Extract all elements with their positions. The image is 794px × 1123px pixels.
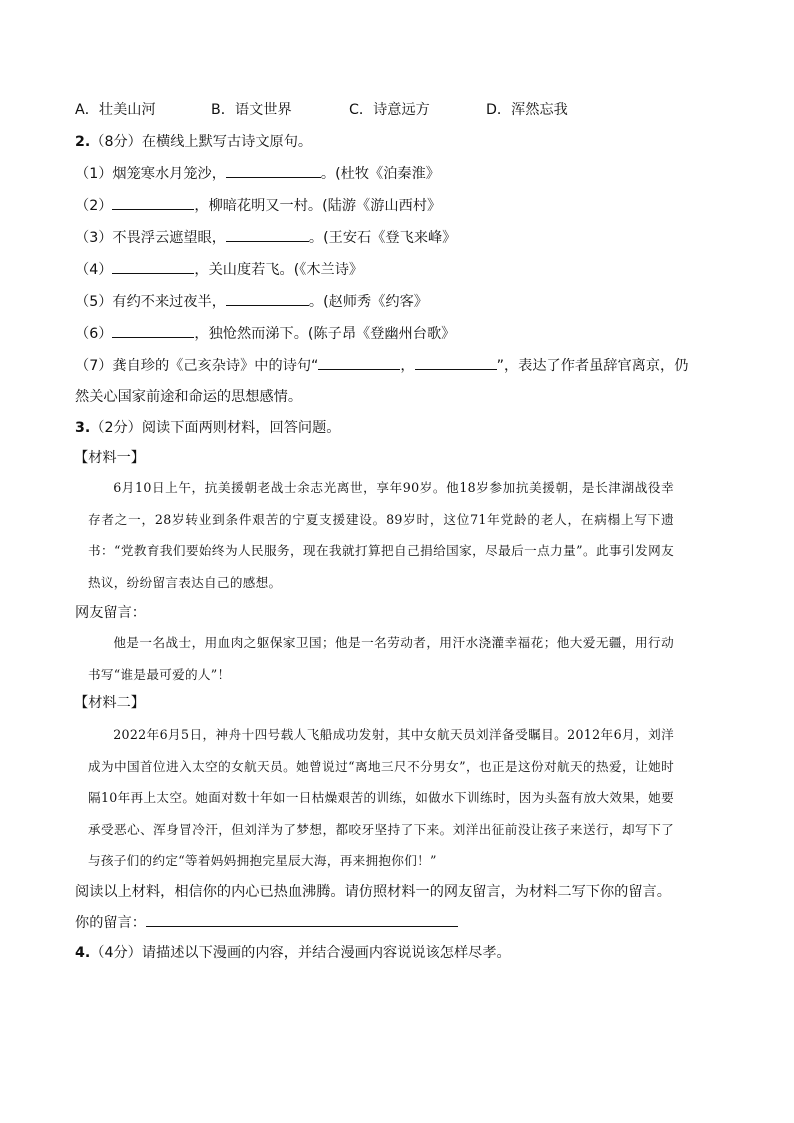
poem-item-6 [75, 324, 455, 344]
material-2-title: 【材料二】 [74, 695, 145, 711]
poem-item-6-suffix: ，独怆然而涕下。(陈子昂《登幽州台歌》 [194, 326, 456, 342]
answer-label: 你的留言： [75, 915, 146, 931]
poem-item-2-prefix: （2） [75, 198, 113, 214]
poem-item-1 [75, 164, 440, 184]
poem-item-2 [75, 196, 441, 216]
poem-item-3 [75, 228, 456, 248]
question-3-number: 3. [75, 420, 91, 436]
poem-item-7-suffix: ”，表达了作者虽辞官离京，仍 [496, 358, 689, 374]
poem-item-3-prefix: （3）不畏浮云遮望眼， [75, 230, 226, 246]
poem-item-5 [75, 292, 428, 312]
answer-blank-7b[interactable] [415, 356, 497, 370]
answer-blank-1[interactable] [226, 164, 321, 178]
material-1-title: 【材料一】 [74, 450, 145, 466]
question-3-heading [75, 418, 340, 438]
poem-item-2-suffix: ，柳暗花明又一村。(陆游《游山西村》 [194, 198, 442, 214]
question-3-task: 阅读以上材料，相信你的内心已热血沸腾。请仿照材料一的网友留言，为材料二写下你的留言。 [75, 884, 671, 900]
answer-blank-5[interactable] [226, 292, 309, 306]
material-1-body: 6月10日上午，抗美援朝老战士余志光离世，享年90岁。他18岁参加抗美援朝，是长津湖战役幸存者之一，28岁转业到条件艰苦的宁夏支援建设。89岁时，这位71年党龄的老人，在病榻上写下遗书：“党教育我们要始终为人民服务，现在我就打算把自己捐给国家，尽最后一点力量”。此事引发网友热议，纷纷留言表达自己的感想。 [88, 480, 674, 590]
comment-text [88, 627, 674, 690]
answer-blank-4[interactable] [112, 260, 194, 274]
comment-body: 他是一名战士，用血肉之躯保家卫国；他是一名劳动者，用汗水浇灌幸福花；他大爱无疆，用行动书写“谁是最可爱的人”！ [88, 635, 674, 682]
poem-item-7-continued: 然关心国家前途和命运的思想感情。 [75, 389, 303, 405]
question-2-text: （8分）在横线上默写古诗文原句。 [90, 134, 313, 150]
option-d: D．浑然忘我 [486, 102, 568, 118]
poem-item-6-prefix: （6） [75, 326, 113, 342]
material-2-body: 2022年6月5日，神舟十四号载人飞船成功发射，其中女航天员刘洋备受瞩目。2012年6月，刘洋成为中国首位进入太空的女航天员。她曾说过“离地三尺不分男女”，也正是这份对航天的热爱，让她时隔10年再上太空。她面对数十年如一日枯燥艰苦的训练，如做水下训练时，因为头盔有放大效果，她要承受恶心、浑身冒冷汗，但刘洋为了梦想，都咬牙坚持了下来。刘洋出征前没让孩子来送行，却写下了与孩子们的约定“等着妈妈拥抱完星辰大海，再来拥抱你们！” [88, 727, 674, 868]
question-4-number: 4. [75, 945, 91, 961]
answer-blank-6[interactable] [112, 324, 194, 338]
poem-item-7-prefix: （7）龚自珍的《己亥杂诗》中的诗句“ [75, 358, 319, 374]
question-3-text: （2分）阅读下面两则材料，回答问题。 [90, 420, 341, 436]
option-a: A．壮美山河 [75, 102, 156, 118]
question-4-text: （4分）请描述以下漫画的内容，并结合漫画内容说说该怎样尽孝。 [90, 945, 511, 961]
answer-row [75, 913, 458, 933]
answer-blank-3[interactable] [226, 228, 309, 242]
question-2-number: 2. [75, 134, 91, 150]
poem-item-4 [75, 260, 363, 280]
question-2-heading [75, 132, 312, 152]
poem-item-4-suffix: ，关山度若飞。(《木兰诗》 [194, 262, 364, 278]
answer-line[interactable] [146, 913, 458, 927]
question-4-heading [75, 943, 511, 963]
poem-item-4-prefix: （4） [75, 262, 113, 278]
poem-item-5-prefix: （5）有约不来过夜半， [75, 294, 226, 310]
option-b: B．语文世界 [211, 102, 292, 118]
answer-blank-7a[interactable] [318, 356, 400, 370]
poem-item-7-comma: ， [400, 358, 415, 374]
option-c: C．诗意远方 [349, 102, 430, 118]
poem-item-5-suffix: 。(赵师秀《约客》 [308, 294, 428, 310]
material-2-text [88, 719, 674, 877]
poem-item-1-suffix: 。(杜牧《泊秦淮》 [320, 166, 440, 182]
comment-label: 网友留言： [75, 605, 146, 621]
poem-item-7 [75, 356, 688, 376]
poem-item-3-suffix: 。(王安石《登飞来峰》 [308, 230, 457, 246]
poem-item-1-prefix: （1）烟笼寒水月笼沙， [75, 166, 226, 182]
material-1-text [88, 472, 674, 598]
answer-blank-2[interactable] [112, 196, 194, 210]
